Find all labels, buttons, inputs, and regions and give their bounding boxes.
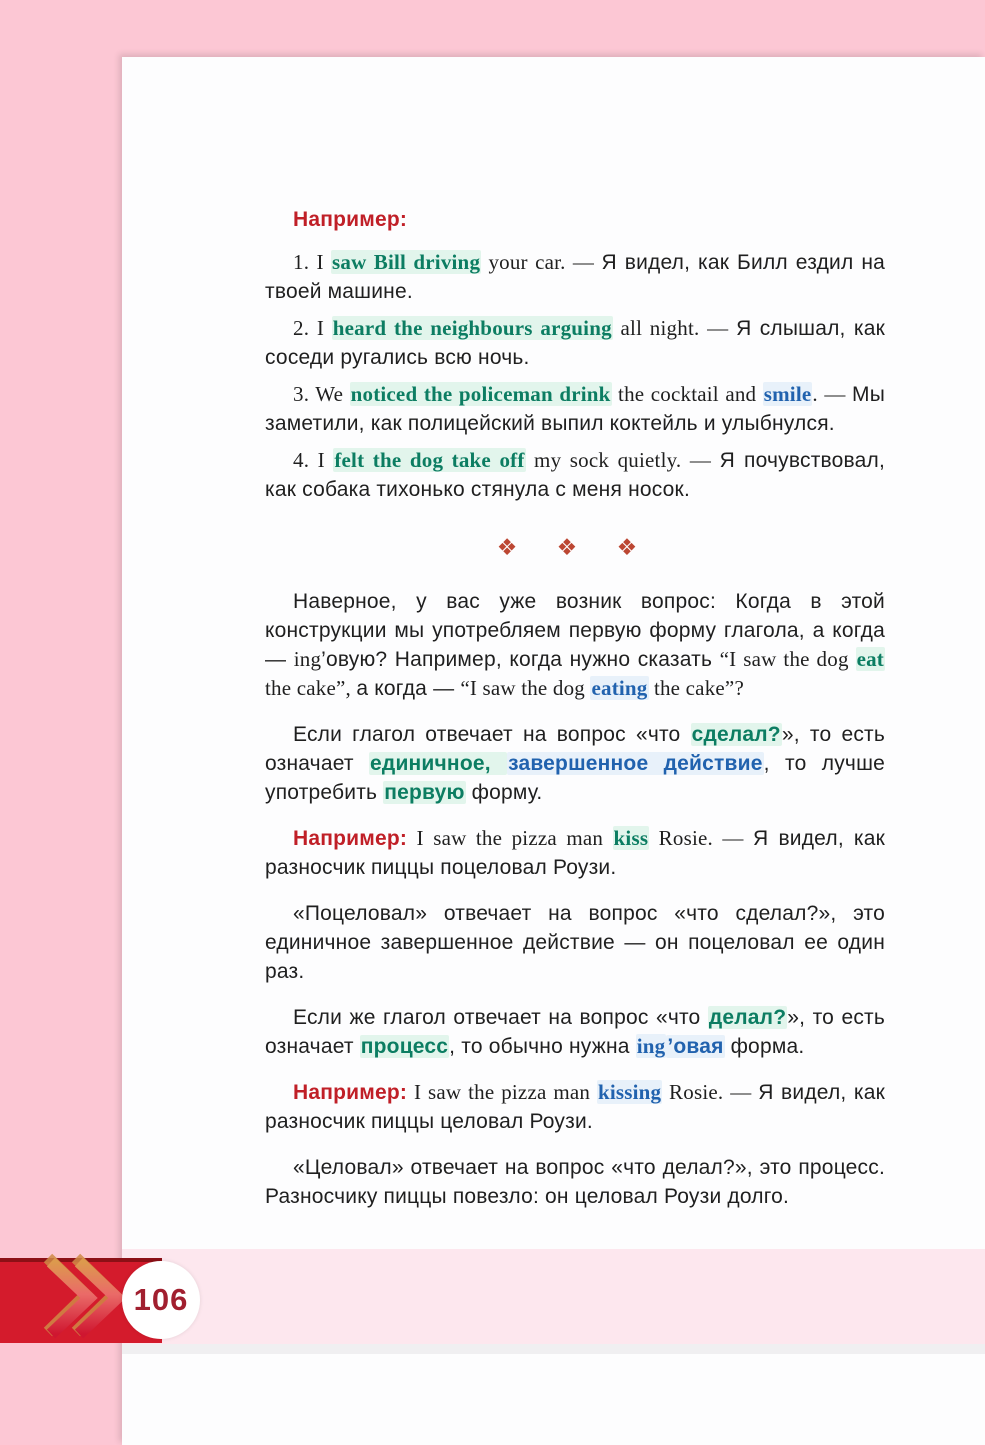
text-run: 4. I xyxy=(293,448,334,472)
footer-shadow-strip xyxy=(122,1344,985,1354)
text-run: «Поцеловал» отвечает на вопрос «что сделал?», это единичное завершенное действие — он поцеловал ее один раз. xyxy=(265,902,885,983)
keyword-highlight: процесс xyxy=(360,1035,449,1058)
paragraph xyxy=(265,205,885,234)
example-label: Например: xyxy=(293,208,408,231)
keyword-highlight: ’овая xyxy=(667,1035,724,1058)
keyword-highlight: kissing xyxy=(597,1080,662,1104)
keyword-highlight: eat xyxy=(856,647,884,671)
text-run: I saw the pizza man xyxy=(407,826,613,850)
paragraph xyxy=(265,899,885,986)
text-run: Я видел, как разносчик пиццы целовал Роузи. xyxy=(265,1081,885,1133)
text-run: 2. I xyxy=(293,316,332,340)
text-run: , то лучше употребить xyxy=(265,752,885,804)
text-run: the cake”, xyxy=(265,676,357,700)
paragraph xyxy=(265,1078,885,1136)
text-run: Rosie. — xyxy=(662,1080,759,1104)
paragraph xyxy=(265,314,885,372)
section-divider xyxy=(265,534,885,563)
example-label: Например: xyxy=(293,1081,408,1104)
text-run: , то обычно нужна xyxy=(449,1035,636,1058)
text-run: ing xyxy=(293,647,322,671)
paragraph xyxy=(265,587,885,703)
text-run: “I saw the dog xyxy=(719,647,856,671)
paragraph xyxy=(265,1153,885,1211)
text-run: . — xyxy=(812,382,853,406)
text-run: “I saw the dog xyxy=(460,676,591,700)
text-run: your car. — xyxy=(481,250,602,274)
keyword-highlight: единичное, xyxy=(370,752,507,775)
keyword-highlight: завершенное действие xyxy=(508,752,763,775)
keyword-highlight: kiss xyxy=(613,826,649,850)
text-run: Я видел, как разносчик пиццы поцеловал Роузи. xyxy=(265,827,885,879)
text-run: Наверное, у вас уже возник вопрос: Когда в этой конструкции мы употребляем первую форму глагола, а когда — xyxy=(265,590,885,671)
keyword-highlight: saw Bill driving xyxy=(332,250,481,274)
text-run: 3. We xyxy=(293,382,350,406)
text-run: Если же глагол отвечает на вопрос «что xyxy=(293,1006,708,1029)
paragraph xyxy=(265,1003,885,1061)
text-run: the cocktail and xyxy=(611,382,763,406)
keyword-highlight: первую xyxy=(384,781,465,804)
keyword-highlight: ing xyxy=(636,1034,666,1058)
text-run: Если глагол отвечает на вопрос «что xyxy=(293,723,691,746)
double-chevron-icon xyxy=(40,1244,130,1342)
text-run: 1. I xyxy=(293,250,331,274)
text-run: my sock quietly. — xyxy=(525,448,720,472)
text-run: », то есть означает xyxy=(265,723,886,775)
text-run: «Целовал» отвечает на вопрос «что делал?», это процесс. Разносчику пиццы повезло: он целовал Роузи долго. xyxy=(265,1156,885,1208)
paragraph xyxy=(265,720,885,807)
text-run: форму. xyxy=(465,781,543,804)
page-content xyxy=(122,57,985,1211)
text-run: Rosie. — xyxy=(649,826,754,850)
keyword-highlight: smile xyxy=(763,382,812,406)
text-run: Мы заметили, как полицейский выпил коктейль и улыбнулся. xyxy=(265,383,886,435)
ornament-glyphs: ❖ ❖ ❖ xyxy=(496,535,654,561)
example-label: Например: xyxy=(293,827,408,850)
text-run: I saw the pizza man xyxy=(407,1080,597,1104)
text-run: Я слышал, как соседи ругались всю ночь. xyxy=(265,317,885,369)
page-surface xyxy=(122,57,985,1445)
text-run: форма. xyxy=(724,1035,805,1058)
paragraph xyxy=(265,446,885,504)
paragraph xyxy=(265,380,885,438)
paragraph xyxy=(265,248,885,306)
text-run: Я видел, как Билл ездил на твоей машине. xyxy=(265,251,885,303)
footer-pink-band xyxy=(122,1249,985,1344)
text-run: all night. — xyxy=(612,316,737,340)
keyword-highlight: eating xyxy=(591,676,648,700)
keyword-highlight: felt the dog take off xyxy=(334,448,525,472)
keyword-highlight: heard the neighbours arguing xyxy=(332,316,612,340)
text-run: the cake”? xyxy=(648,676,744,700)
page-number: 106 xyxy=(133,1282,189,1317)
text-run: а когда — xyxy=(356,677,461,700)
text-run: », то есть означает xyxy=(265,1006,885,1058)
keyword-highlight: делал? xyxy=(708,1006,787,1029)
text-run: Я почувствовал, как собака тихонько стянула с меня носок. xyxy=(265,449,885,501)
keyword-highlight: сделал? xyxy=(691,723,781,746)
paragraph xyxy=(265,824,885,882)
text-run: ’овую? Например, когда нужно сказать xyxy=(321,648,720,671)
page-number-badge xyxy=(122,1261,200,1339)
keyword-highlight: noticed the policeman drink xyxy=(350,382,611,406)
